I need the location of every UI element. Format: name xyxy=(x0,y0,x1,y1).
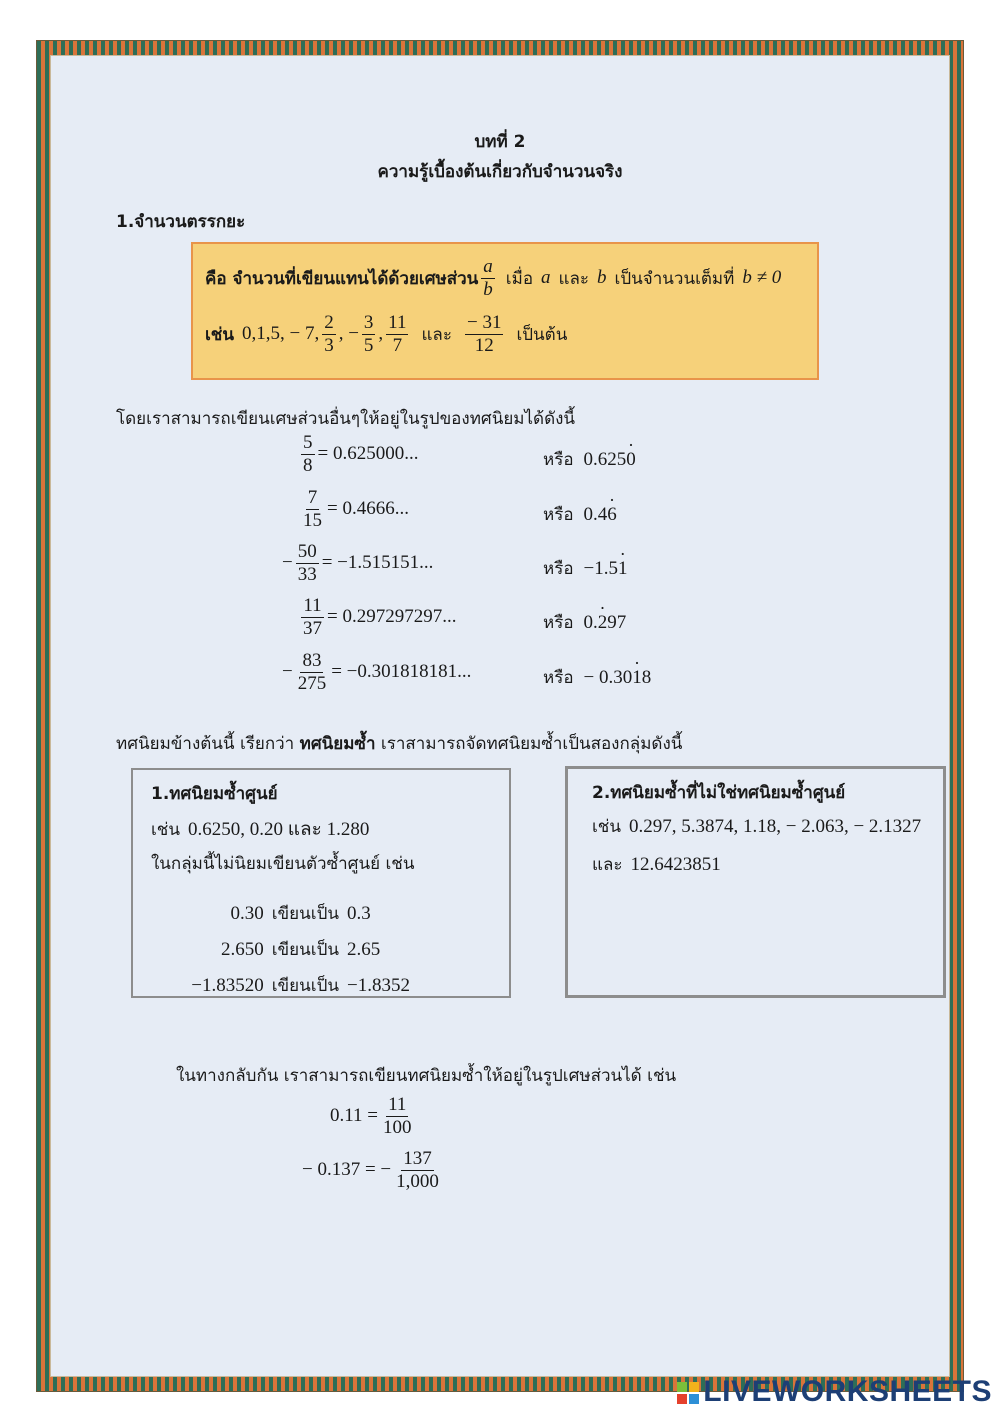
extra-value: 12.6423851 xyxy=(630,853,721,875)
intro-text: ทศนิยมข้างต้นนี้ เรียกว่า xyxy=(116,734,295,754)
decimal-expansion: = 0.625000... xyxy=(317,443,419,465)
notation-prefix: −1.5 xyxy=(583,557,619,579)
denominator: 7 xyxy=(392,334,403,356)
example-label: เช่น xyxy=(592,817,621,837)
repeating-digit: 1 · xyxy=(632,667,642,689)
numerator: 2 xyxy=(324,312,334,333)
rewrite-row xyxy=(231,900,420,927)
etc-text: เป็นต้น xyxy=(516,324,568,345)
denominator: 100 xyxy=(383,1116,412,1138)
condition: b ≠ 0 xyxy=(742,267,782,289)
conversion-row xyxy=(282,541,433,586)
decimal-expansion: = 0.297297297... xyxy=(327,606,457,628)
liveworksheets-logo xyxy=(677,1375,992,1409)
numerator: 7 xyxy=(307,487,318,508)
definition-box xyxy=(191,242,819,380)
definition-text: คือ จำนวนที่เขียนแทนได้ด้วยเศษส่วน xyxy=(205,268,479,289)
or-label: หรือ xyxy=(543,505,574,525)
decimal-expansion: = −1.515151... xyxy=(321,552,434,574)
equation-left: − 0.137 = − xyxy=(302,1159,392,1181)
conversion-row xyxy=(298,432,418,477)
notation-prefix: 0. xyxy=(583,611,598,633)
reverse-intro: ในทางกลับกัน เราสามารถเขียนทศนิยมซ้ำให้อยู่ในรูปเศษส่วนได้ เช่น xyxy=(176,1066,677,1086)
watermark-text: LIVEWORKSHEETS xyxy=(703,1375,992,1408)
conversion-fraction xyxy=(301,595,324,640)
repeating-digit: 0 · xyxy=(626,449,636,471)
original-value: −1.83520 xyxy=(191,974,264,996)
conversion-row xyxy=(298,487,409,532)
repeating-notation xyxy=(543,446,636,473)
var-a: a xyxy=(541,267,551,289)
conversion-fraction xyxy=(301,432,315,477)
sign: − xyxy=(282,661,293,683)
group2-extra xyxy=(592,851,721,878)
integer-text: เป็นจำนวนเต็มที่ xyxy=(614,268,735,289)
repeating-notation xyxy=(543,664,651,691)
conversion-fraction xyxy=(301,487,324,532)
group1-examples xyxy=(151,814,369,844)
notation-prefix: 0.4 xyxy=(583,503,608,525)
group1-heading: 1.ทศนิยมซ้ำศูนย์ xyxy=(151,784,278,804)
definition-line xyxy=(205,256,781,301)
conversion-row xyxy=(298,595,456,640)
notation-prefix: 0.625 xyxy=(583,448,627,470)
denominator: 3 xyxy=(324,334,334,356)
example-fraction xyxy=(465,312,503,357)
and-text: และ xyxy=(558,268,590,289)
decimal-intro: โดยเราสามารถเขียนเศษส่วนอื่นๆให้อยู่ในรูปของทศนิยมได้ดังนี้ xyxy=(116,409,576,429)
group2-examples xyxy=(592,813,921,840)
numerator: 11 xyxy=(303,595,322,616)
written-as: เขียนเป็น xyxy=(271,904,339,924)
equation-left: 0.11 = xyxy=(330,1105,379,1127)
example-values: 0.6250, 0.20 และ 1.280 xyxy=(187,819,370,840)
rewritten-value: 2.65 xyxy=(347,938,381,960)
section-heading: 1.จำนวนตรรกยะ xyxy=(116,212,246,232)
written-as: เขียนเป็น xyxy=(271,940,339,960)
and-text: และ xyxy=(592,855,623,875)
numerator: 3 xyxy=(363,312,374,333)
repeating-notation xyxy=(543,555,628,582)
original-value: 2.650 xyxy=(221,938,264,960)
conversion-fraction xyxy=(296,650,329,695)
logo-blocks-icon xyxy=(677,1382,699,1404)
repeating-notation xyxy=(543,609,626,636)
repeating-intro xyxy=(116,730,682,757)
group1-box xyxy=(131,768,511,998)
group1-note: ในกลุ่มนี้ไม่นิยมเขียนตัวซ้ำศูนย์ เช่น xyxy=(151,854,415,874)
denominator: 1,000 xyxy=(396,1170,439,1192)
fraction-denominator: b xyxy=(483,278,493,300)
repeating-digit: 1 · xyxy=(618,558,628,580)
example-list: 0,1,5, − 7, xyxy=(241,323,320,345)
or-label: หรือ xyxy=(543,668,574,688)
notation-prefix: − 0.30 xyxy=(583,666,633,688)
sign: − xyxy=(282,552,293,574)
numerator: − 31 xyxy=(466,312,502,333)
and-text: และ xyxy=(421,324,452,345)
example-label: เช่น xyxy=(151,819,180,840)
group2-heading: 2.ทศนิยมซ้ำที่ไม่ใช่ทศนิยมซ้ำศูนย์ xyxy=(592,783,846,803)
fraction-numerator: a xyxy=(483,256,493,277)
var-b: b xyxy=(597,267,607,289)
equation-fraction xyxy=(394,1148,441,1193)
chapter-label: บทที่ 2 xyxy=(474,132,526,152)
denominator: 275 xyxy=(297,672,327,694)
numerator: 5 xyxy=(303,432,313,453)
written-as: เขียนเป็น xyxy=(271,976,339,996)
conversion-fraction xyxy=(296,541,319,586)
repeating-term: ทศนิยมซ้ำ xyxy=(299,734,376,754)
repeating-notation xyxy=(543,501,617,528)
when-text: เมื่อ xyxy=(505,268,534,289)
decimal-expansion: = −0.301818181... xyxy=(331,661,472,683)
reverse-equation-2 xyxy=(302,1148,444,1193)
or-label: หรือ xyxy=(543,559,574,579)
denominator: 8 xyxy=(303,454,313,476)
example-fraction xyxy=(322,312,336,357)
example-fraction xyxy=(386,312,408,357)
conversion-row xyxy=(282,650,471,695)
equation-fraction xyxy=(381,1094,414,1139)
example-values: 0.297, 5.3874, 1.18, − 2.063, − 2.1327 xyxy=(628,815,922,837)
rewritten-value: 0.3 xyxy=(347,902,371,924)
example-fraction xyxy=(362,312,376,357)
original-value: 0.30 xyxy=(230,902,264,924)
fraction-a-over-b xyxy=(481,256,495,301)
denominator: 5 xyxy=(363,334,374,356)
group2-box xyxy=(565,766,946,998)
page-title: ความรู้เบื้องต้นเกี่ยวกับจำนวนจริง xyxy=(377,162,623,182)
or-label: หรือ xyxy=(543,450,574,470)
or-label: หรือ xyxy=(543,613,574,633)
example-line xyxy=(205,312,567,357)
intro-text: เราสามารถจัดทศนิยมซ้ำเป็นสองกลุ่มดังนี้ xyxy=(380,734,683,754)
rewritten-value: −1.8352 xyxy=(347,974,410,996)
numerator: 11 xyxy=(388,1094,407,1115)
example-label: เช่น xyxy=(205,324,234,345)
notation-suffix: 97 xyxy=(607,611,627,633)
numerator: 137 xyxy=(403,1148,432,1169)
rewrite-row xyxy=(191,972,419,999)
denominator: 15 xyxy=(303,509,322,531)
denominator: 33 xyxy=(297,563,317,585)
numerator: 83 xyxy=(302,650,322,671)
notation-suffix: 8 xyxy=(641,666,652,688)
numerator: 11 xyxy=(388,312,407,333)
rewrite-row xyxy=(221,936,419,963)
repeating-digit: 6 · xyxy=(607,504,617,526)
denominator: 12 xyxy=(474,334,494,356)
decimal-expansion: = 0.4666... xyxy=(327,498,409,520)
reverse-equation-1 xyxy=(330,1094,417,1139)
denominator: 37 xyxy=(303,617,322,639)
separator: , xyxy=(378,323,384,345)
separator: , − xyxy=(338,323,359,345)
numerator: 50 xyxy=(297,541,317,562)
repeating-digit: 2 · xyxy=(598,612,608,634)
